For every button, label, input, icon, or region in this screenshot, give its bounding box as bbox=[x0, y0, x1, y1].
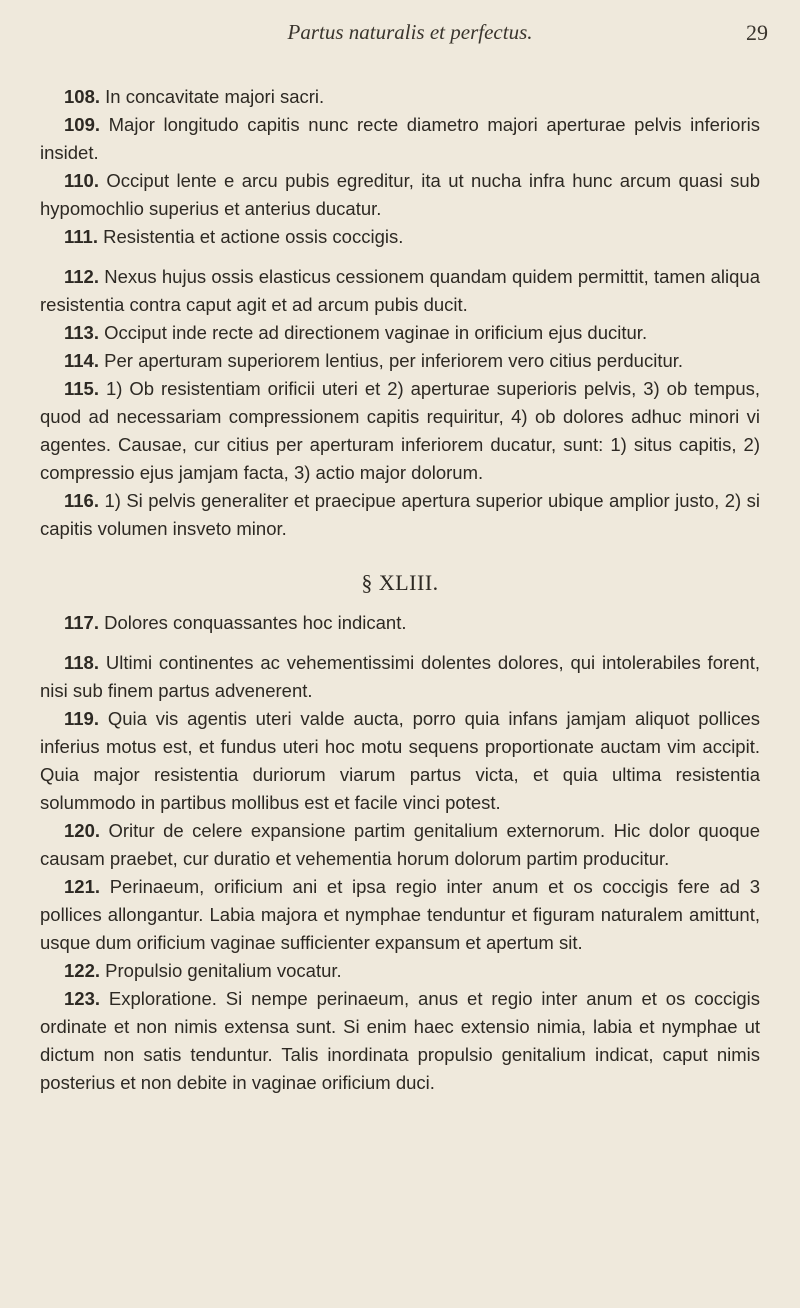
paragraph-text: Per aperturam superiorem lentius, per inferiorem vero citius perducitur. bbox=[104, 350, 684, 371]
paragraph-number: 115. bbox=[64, 378, 99, 399]
paragraph-108 bbox=[40, 83, 760, 111]
paragraph-number: 111. bbox=[64, 226, 98, 247]
paragraph-number: 114. bbox=[64, 350, 99, 371]
page-header bbox=[40, 20, 780, 60]
paragraph-number: 123. bbox=[64, 988, 101, 1009]
paragraph-text: 1) Si pelvis generaliter et praecipue apertura superior ubique amplior justo, 2) si capitis volumen insveto minor. bbox=[40, 490, 760, 539]
paragraph-text: Major longitudo capitis nunc recte diametro majori aperturae pelvis inferioris insidet. bbox=[40, 114, 760, 163]
paragraph-text: Dolores conquassantes hoc indicant. bbox=[104, 612, 407, 633]
paragraph-119 bbox=[40, 705, 760, 817]
paragraph-118 bbox=[40, 649, 760, 705]
paragraph-number: 119. bbox=[64, 708, 99, 729]
page-number: 29 bbox=[746, 20, 768, 45]
paragraph-116 bbox=[40, 487, 760, 543]
paragraph-number: 113. bbox=[64, 322, 99, 343]
paragraph-number: 120. bbox=[64, 820, 101, 841]
paragraph-110 bbox=[40, 167, 760, 223]
paragraph-109 bbox=[40, 111, 760, 167]
paragraph-text: 1) Ob resistentiam orificii uteri et 2) aperturae superioris pelvis, 3) ob tempus, quod ad necessariam compressionem capitis requiritur, 4) ob dolores adhuc minori vi agentes. Causae, cur citius per aperturam inferiorem ducatur, sunt: 1) situs capitis, 2) compressio ejus jamjam facta, 3) actio major dolorum. bbox=[40, 378, 761, 483]
paragraph-number: 122. bbox=[64, 960, 101, 981]
paragraph-number: 121. bbox=[64, 876, 101, 897]
paragraph-number: 116. bbox=[64, 490, 99, 511]
paragraph-number: 108. bbox=[64, 86, 101, 107]
paragraph-113 bbox=[40, 319, 760, 347]
paragraph-number: 118. bbox=[64, 652, 99, 673]
paragraph-115 bbox=[40, 375, 760, 487]
paragraph-number: 112. bbox=[64, 266, 99, 287]
page-body bbox=[40, 83, 760, 1097]
paragraph-123 bbox=[40, 985, 760, 1097]
paragraph-text: Quia vis agentis uteri valde aucta, porro quia infans jamjam aliquot pollices inferius motus est, et fundus uteri hoc motu sequens proportionate auctam vim accipit. Quia major resistentia duriorum viarum partus victa, et quia ultima resistentia solummodo in partibus mollibus est et facile vinci potest. bbox=[40, 708, 761, 813]
paragraph-121 bbox=[40, 873, 760, 957]
paragraph-120 bbox=[40, 817, 760, 873]
paragraph-number: 117. bbox=[64, 612, 99, 633]
paragraph-114 bbox=[40, 347, 760, 375]
paragraph-122 bbox=[40, 957, 760, 985]
paragraph-text: Oritur de celere expansione partim genitalium externorum. Hic dolor quoque causam praebet, cur duratio et vehementia horum dolorum partim producitur. bbox=[40, 820, 760, 869]
paragraph-112 bbox=[40, 263, 760, 319]
paragraph-text: Perinaeum, orificium ani et ipsa regio inter anum et os coccigis fere ad 3 pollices allongantur. Labia majora et nymphae tenduntur et figuram naturalem amittunt, usque dum orificium vaginae sufficienter expansum et apertum sit. bbox=[40, 876, 760, 953]
paragraph-text: Nexus hujus ossis elasticus cessionem quandam quidem permittit, tamen aliqua resistentia contra caput agit et ad arcum pubis ducit. bbox=[40, 266, 761, 315]
paragraph-number: 109. bbox=[64, 114, 101, 135]
running-title: Partus naturalis et perfectus. bbox=[287, 20, 533, 44]
paragraph-111 bbox=[40, 223, 760, 251]
paragraph-number: 110. bbox=[64, 170, 99, 191]
paragraph-text: Resistentia et actione ossis coccigis. bbox=[103, 226, 404, 247]
paragraph-text: Propulsio genitalium vocatur. bbox=[105, 960, 342, 981]
paragraph-text: Exploratione. Si nempe perinaeum, anus et regio inter anum et os coccigis ordinate et non nimis extensa sunt. Si enim haec extensio nimia, labia et nymphae ut dictum non satis tenduntur. Talis inordinata propulsio genitalium indicat, caput nimis posterius et non debite in vaginae orificium duci. bbox=[40, 988, 761, 1093]
paragraph-text: Ultimi continentes ac vehementissimi dolentes dolores, qui intolerabiles forent, nisi sub finem partus advenerent. bbox=[40, 652, 760, 701]
paragraph-117 bbox=[40, 609, 760, 637]
section-heading: § XLIII. bbox=[361, 570, 439, 595]
paragraph-text: Occiput inde recte ad directionem vaginae in orificium ejus ducitur. bbox=[104, 322, 648, 343]
paragraph-text: Occiput lente e arcu pubis egreditur, ita ut nucha infra hunc arcum quasi sub hypomochlio superius et anterius ducatur. bbox=[40, 170, 760, 219]
paragraph-text: In concavitate majori sacri. bbox=[105, 86, 325, 107]
